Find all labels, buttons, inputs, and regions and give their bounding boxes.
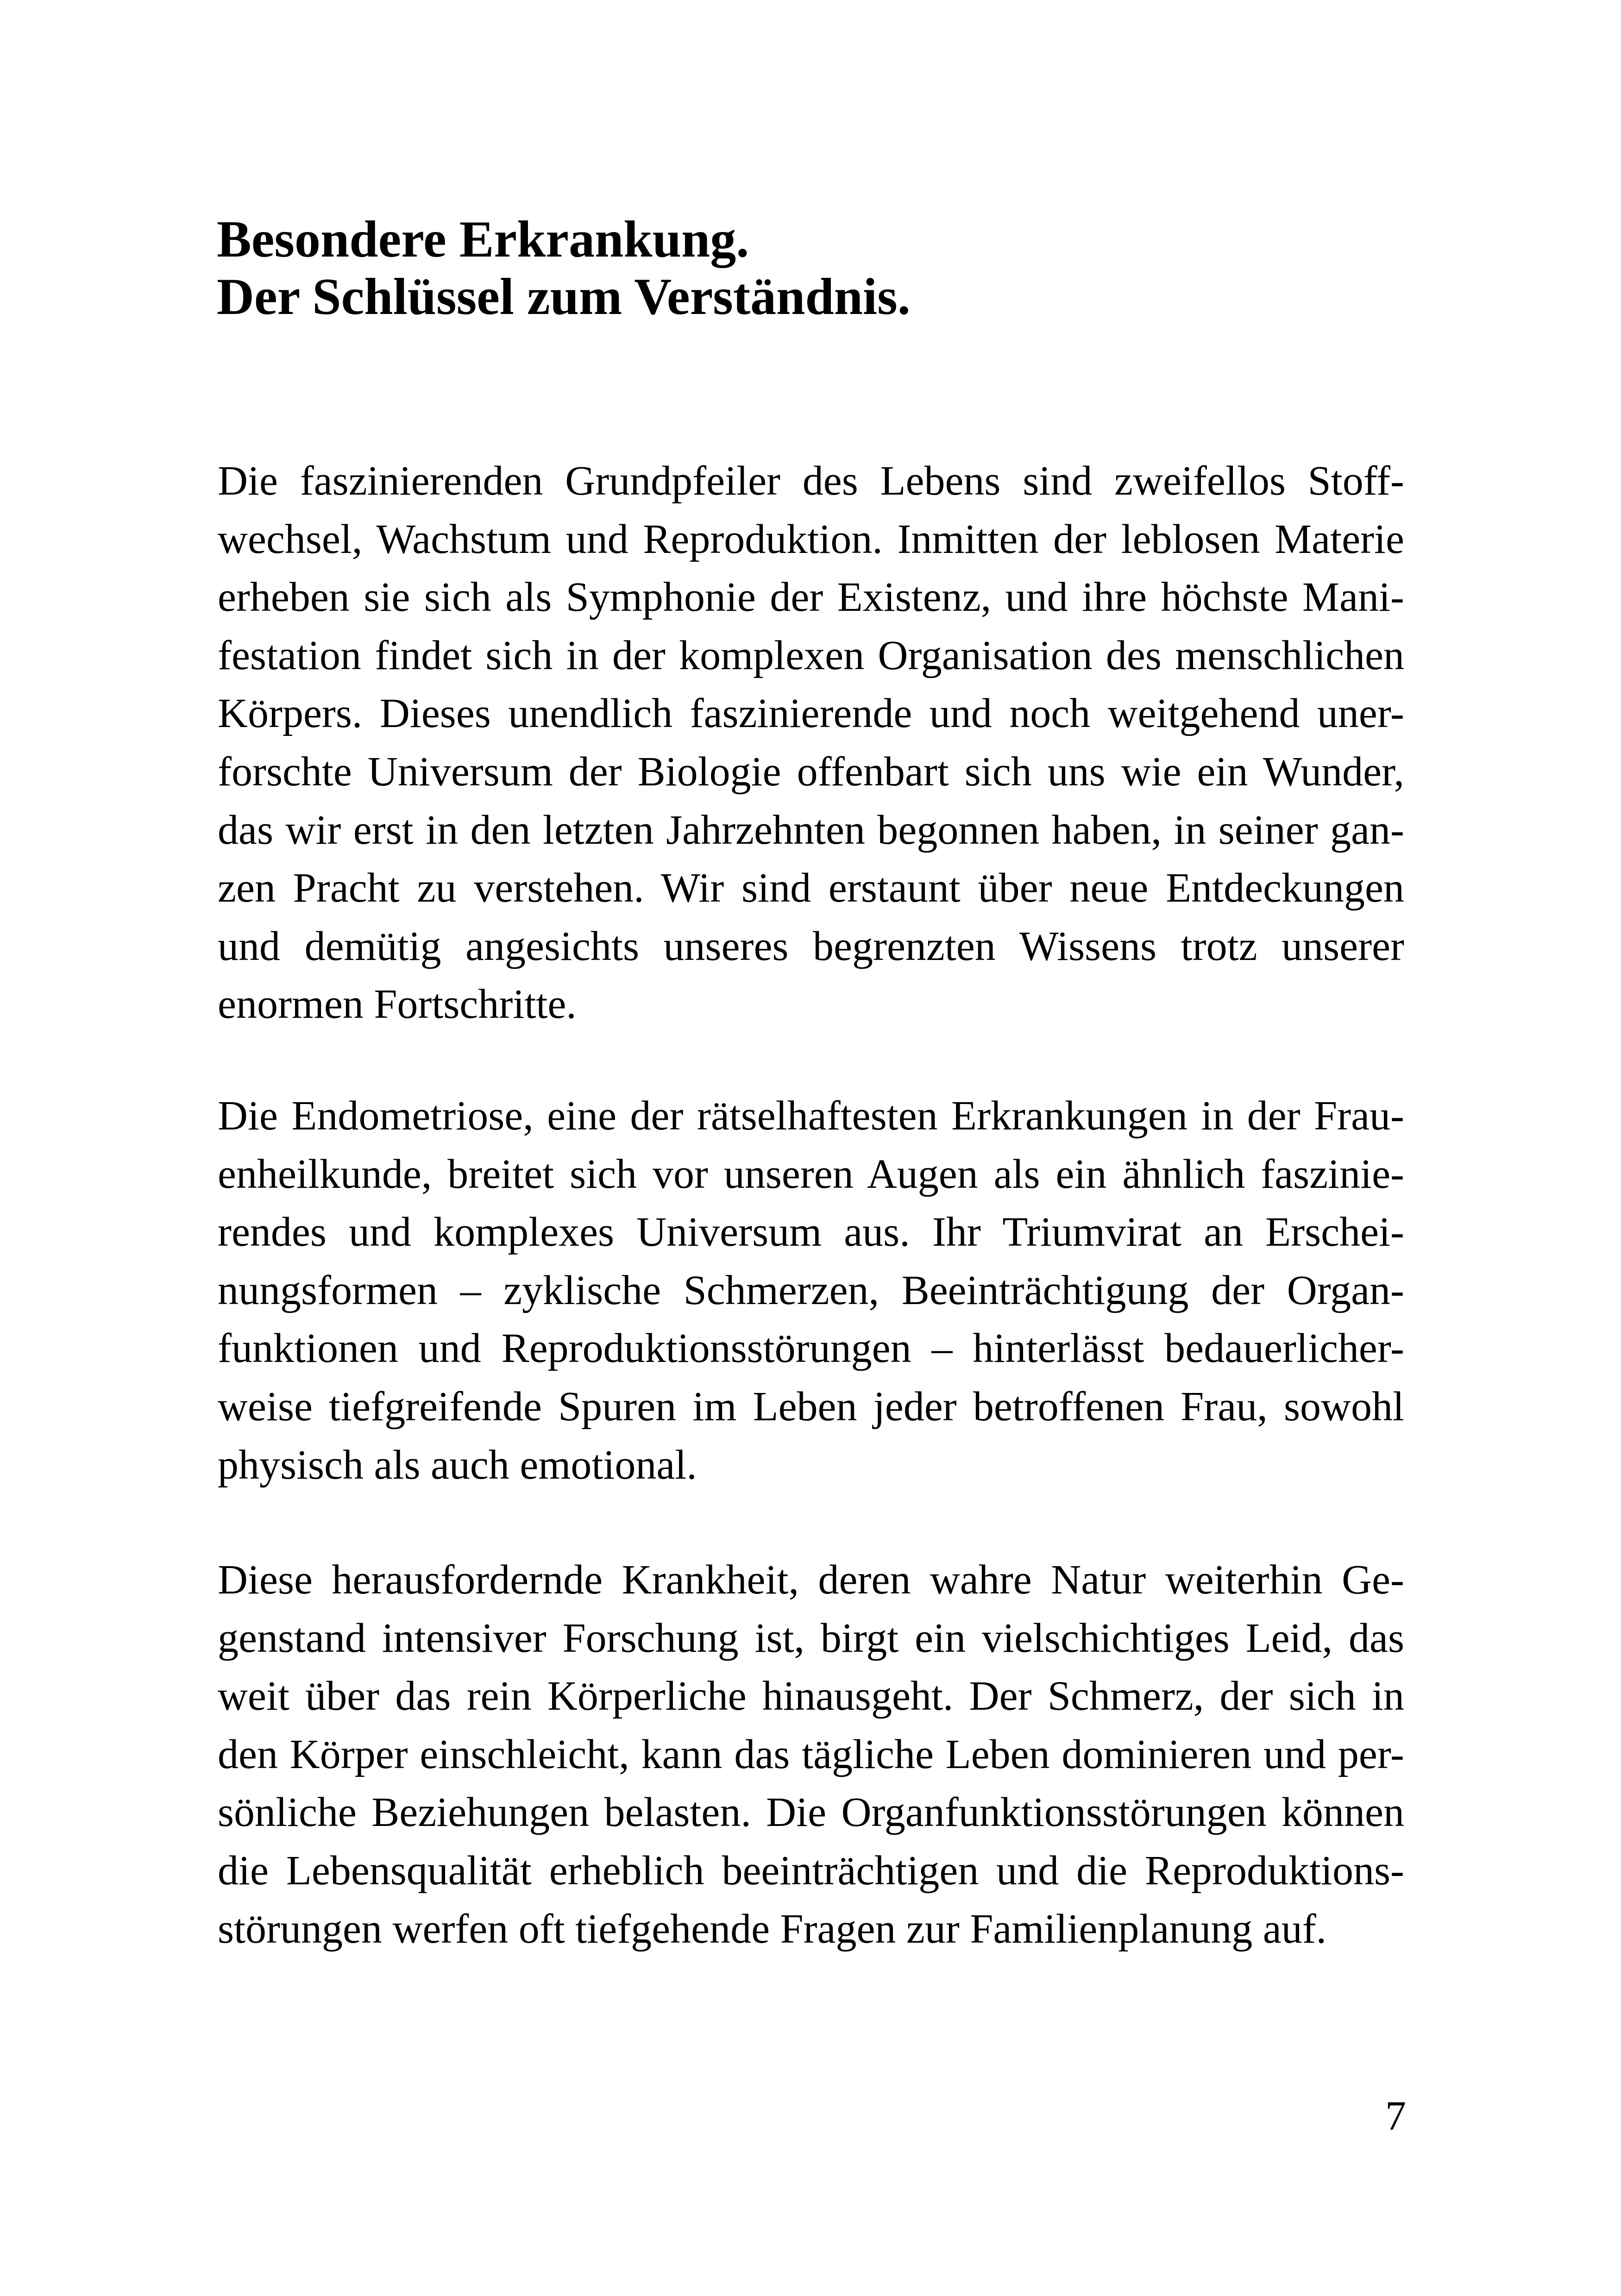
paragraph-line: funktionen und Reproduktionsstörungen – hinterlässt bedauerlicher- bbox=[218, 1325, 1404, 1372]
paragraph-line: festation findet sich in der komplexen Organisation des menschlichen bbox=[218, 632, 1404, 678]
paragraph-line: Die faszinierenden Grundpfeiler des Lebens sind zweifellos Stoff- bbox=[218, 458, 1404, 504]
paragraph-line: sönliche Beziehungen belasten. Die Organfunktionsstörungen können bbox=[218, 1789, 1404, 1836]
paragraph-line: genstand intensiver Forschung ist, birgt ein vielschichtiges Leid, das bbox=[218, 1615, 1404, 1661]
paragraph-line: wechsel, Wachstum und Reproduktion. Inmitten der leblosen Materie bbox=[218, 516, 1404, 562]
paragraph-line: den Körper einschleicht, kann das tägliche Leben dominieren und per- bbox=[218, 1731, 1404, 1777]
paragraph-line: das wir erst in den letzten Jahrzehnten begonnen haben, in seiner gan- bbox=[218, 807, 1404, 853]
paragraph-2 bbox=[218, 1087, 1404, 1494]
paragraph-3 bbox=[218, 1551, 1404, 1958]
paragraph-line: erheben sie sich als Symphonie der Existenz, und ihre höchste Mani- bbox=[218, 574, 1404, 621]
paragraph-line: forschte Universum der Biologie offenbart sich uns wie ein Wunder, bbox=[218, 748, 1404, 795]
paragraph-line: die Lebensqualität erheblich beeinträchtigen und die Reproduktions- bbox=[218, 1847, 1404, 1894]
paragraph-line: nungsformen – zyklische Schmerzen, Beeinträchtigung der Organ- bbox=[218, 1267, 1404, 1313]
paragraph-line: und demütig angesichts unseres begrenzten Wissens trotz unserer bbox=[218, 923, 1404, 969]
paragraph-line: weit über das rein Körperliche hinausgeht. Der Schmerz, der sich in bbox=[218, 1673, 1404, 1719]
paragraph-line: zen Pracht zu verstehen. Wir sind erstaunt über neue Entdeckungen bbox=[218, 865, 1404, 911]
paragraph-line: Körpers. Dieses unendlich faszinierende und noch weitgehend uner- bbox=[218, 690, 1404, 737]
chapter-heading bbox=[217, 211, 1421, 326]
paragraph-line: physisch als auch emotional. bbox=[218, 1442, 697, 1488]
chapter-heading-line-1: Besondere Erkrankung. bbox=[217, 211, 749, 268]
paragraph-line: Die Endometriose, eine der rätselhaftesten Erkrankungen in der Frau- bbox=[218, 1093, 1404, 1139]
paragraph-1 bbox=[218, 452, 1404, 1034]
paragraph-line: störungen werfen oft tiefgehende Fragen zur Familienplanung auf. bbox=[218, 1906, 1327, 1952]
paragraph-line: weise tiefgreifende Spuren im Leben jeder betroffenen Frau, sowohl bbox=[218, 1383, 1404, 1430]
paragraph-line: Diese herausfordernde Krankheit, deren wahre Natur weiterhin Ge- bbox=[218, 1557, 1404, 1603]
chapter-heading-line-2: Der Schlüssel zum Verständnis. bbox=[217, 268, 911, 326]
paragraph-line: enheilkunde, breitet sich vor unseren Augen als ein ähnlich faszinie- bbox=[218, 1151, 1404, 1197]
page-number: 7 bbox=[1385, 2093, 1406, 2139]
paragraph-line: enormen Fortschritte. bbox=[218, 981, 577, 1028]
paragraph-line: rendes und komplexes Universum aus. Ihr Triumvirat an Erschei- bbox=[218, 1209, 1404, 1255]
